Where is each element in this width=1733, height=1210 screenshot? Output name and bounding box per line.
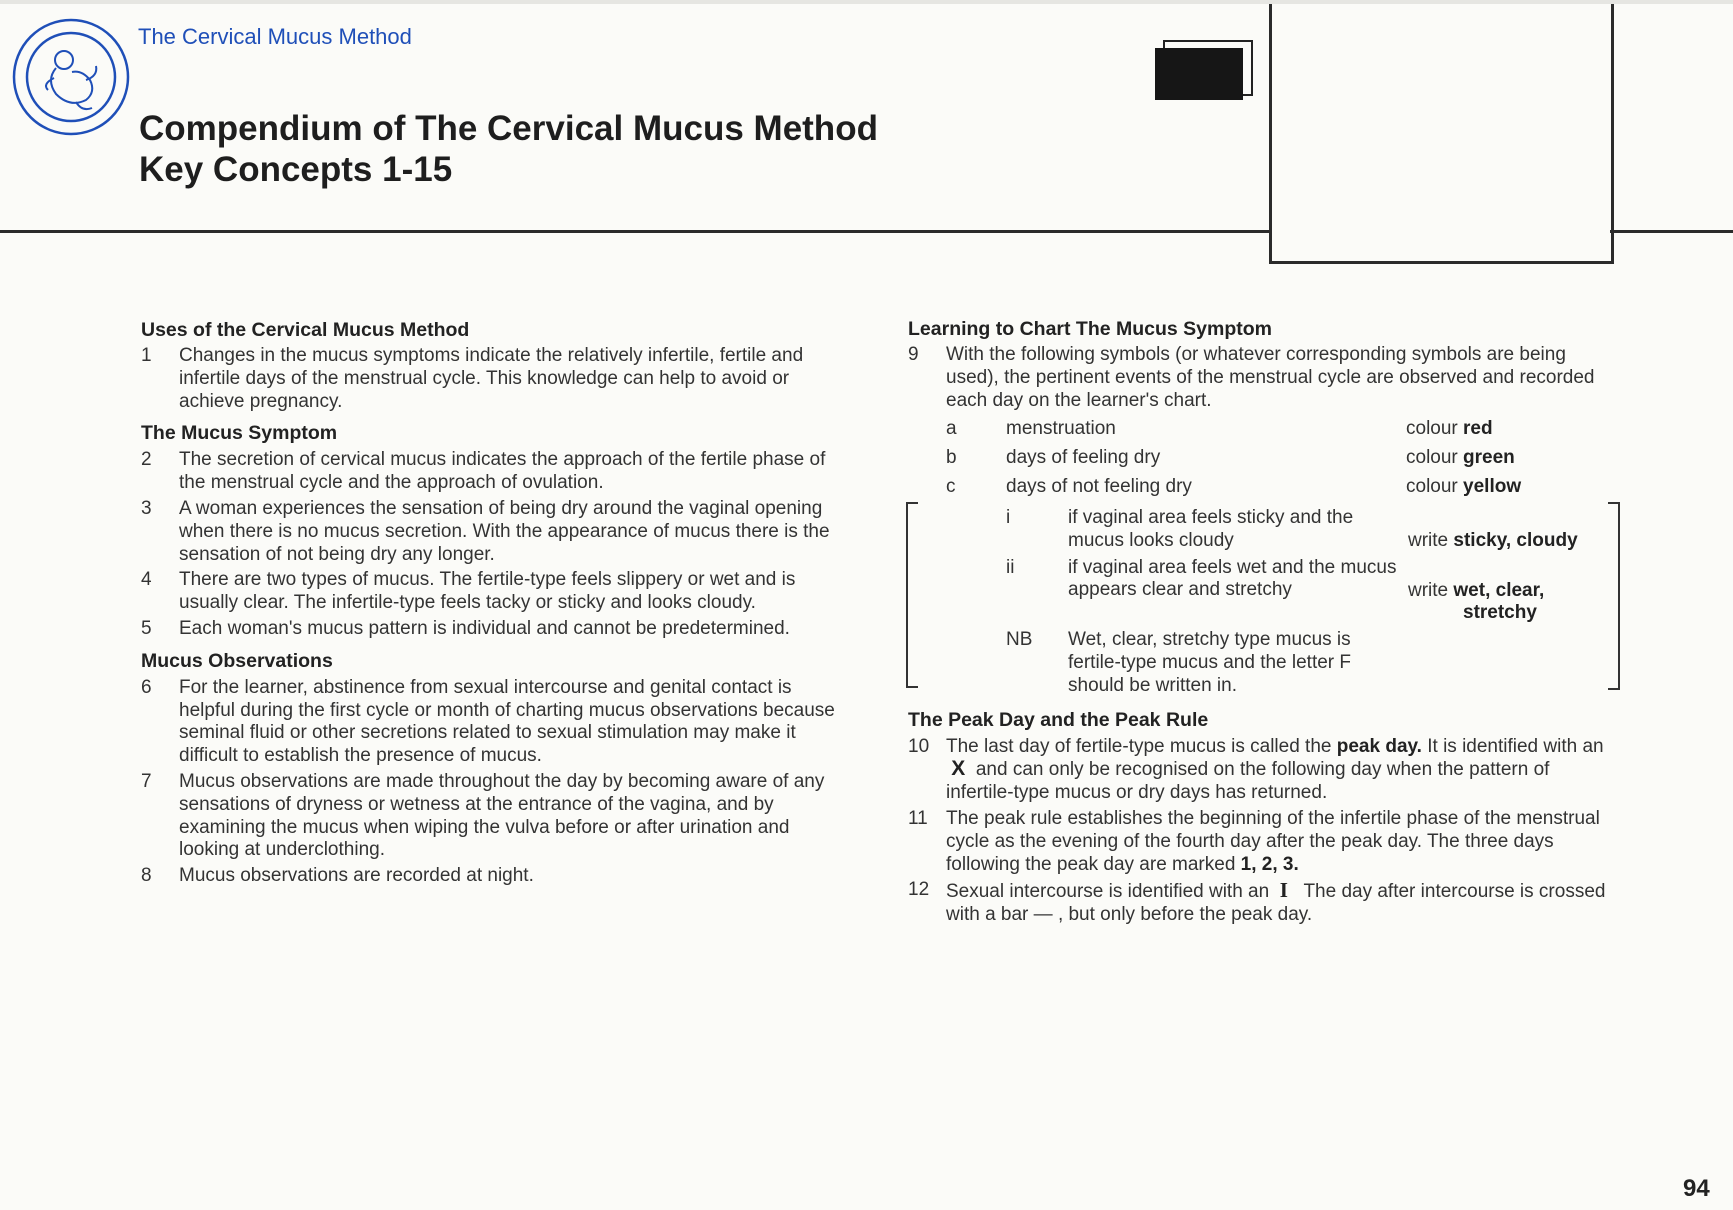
- item-number: 12: [908, 879, 930, 901]
- bracket-right: [1608, 502, 1620, 690]
- symbol-desc: days of feeling dry: [1006, 447, 1161, 469]
- section-heading-peak: The Peak Day and the Peak Rule: [908, 708, 1209, 731]
- section-heading-uses: Uses of the Cervical Mucus Method: [141, 319, 470, 341]
- tab-fill: [1155, 48, 1243, 100]
- item-number: 5: [141, 617, 152, 639]
- symbol-desc: days of not feeling dry: [1006, 475, 1192, 497]
- symbol-row-c: [908, 476, 1608, 499]
- item-text: With the following symbols (or whatever corresponding symbols are being used), the pertinent events of the menstrual cycle are observed and recorded each day on the learner's chart.: [946, 344, 1595, 411]
- item-number: 1: [141, 345, 152, 366]
- baby-logo-icon: [12, 18, 130, 136]
- page-number: 94: [1683, 1175, 1710, 1202]
- item-text: The peak rule establishes the beginning of the infertile phase of the menstrual cycle as the evening of the fourth day after the peak day. The three days following the peak day are marked 1, 2, 3.: [946, 807, 1600, 875]
- list-item: [141, 449, 841, 495]
- section-heading-charting: Learning to Chart The Mucus Symptom: [908, 318, 1273, 340]
- list-item: [141, 865, 841, 888]
- item-text: The last day of fertile-type mucus is called the peak day. It is identified with an X and can only be recognised on the following day when the pattern of infertile-type mucus or dry days has returned.: [946, 735, 1604, 804]
- symbol-row-nb: [908, 629, 1608, 697]
- list-item: [141, 771, 841, 862]
- symbol-desc: Wet, clear, stretchy type mucus is fertile-type mucus and the letter F should be written in.: [1068, 629, 1352, 696]
- symbol-key: ii: [1006, 556, 1015, 578]
- item-text: The secretion of cervical mucus indicates the approach of the fertile phase of the menstrual cycle and the approach of ovulation.: [179, 449, 826, 494]
- item-text: Mucus observations are recorded at night.: [179, 865, 534, 887]
- item-number: 3: [141, 497, 152, 519]
- symbol-row-i: [908, 507, 1608, 553]
- list-item: [908, 879, 1608, 927]
- symbol-row-ii: [908, 557, 1608, 626]
- section-heading-observations: Mucus Observations: [141, 649, 333, 672]
- symbol-code: write sticky, cloudy: [1408, 529, 1578, 551]
- list-item: [908, 808, 1608, 876]
- bar-symbol: —: [1033, 904, 1053, 926]
- item-number: 11: [908, 807, 928, 829]
- item-number: 8: [141, 865, 152, 887]
- symbol-code: colour yellow: [1406, 475, 1522, 497]
- peak-x-symbol: X: [951, 757, 966, 781]
- intercourse-symbol: I: [1279, 878, 1288, 903]
- item-text: Changes in the mucus symptoms indicate the relatively infertile, fertile and infertile days of the menstrual cycle. This knowledge can help to avoid or achieve pregnancy.: [179, 345, 804, 412]
- title-line-2: Key Concepts 1-15: [139, 150, 453, 189]
- symbol-code: write wet, clear, stretchy: [1408, 579, 1545, 624]
- item-text: A woman experiences the sensation of being dry around the vaginal opening when there is no mucus secretion. With the appearance of mucus there is the sensation of not being dry any longer.: [179, 497, 830, 565]
- list-item: [141, 677, 841, 768]
- item-text: Each woman's mucus pattern is individual and cannot be predetermined.: [179, 617, 790, 639]
- item-number: 9: [908, 344, 919, 365]
- symbol-row-b: [908, 447, 1608, 470]
- symbol-key: b: [946, 447, 957, 469]
- list-item: [908, 736, 1608, 805]
- bracket-left: [906, 502, 918, 688]
- item-text: For the learner, abstinence from sexual intercourse and genital contact is helpful during the first cycle or month of charting mucus observations because seminal fluid or other secretions related to sexual stimulation may make it difficult to establish the presence of mucus.: [179, 676, 835, 767]
- item-number: 10: [908, 735, 930, 757]
- header-rule-right: [1610, 230, 1733, 233]
- item-number: 4: [141, 569, 152, 591]
- list-item: [141, 498, 841, 566]
- item-number: 6: [141, 676, 152, 698]
- header-box: [1269, 4, 1614, 264]
- item-text: Mucus observations are made throughout the day by becoming aware of any sensations of dryness or wetness at the entrance of the vagina, and by examining the mucus when wiping the vulva before or after urination and looking at underclothing.: [179, 770, 825, 861]
- symbol-code: colour red: [1406, 418, 1493, 440]
- symbol-key: NB: [1006, 629, 1033, 651]
- symbol-desc: menstruation: [1006, 418, 1116, 440]
- symbol-key: c: [946, 475, 956, 497]
- symbol-desc: if vaginal area feels sticky and the mucus looks cloudy: [1068, 506, 1354, 551]
- series-title: The Cervical Mucus Method: [138, 24, 412, 49]
- header-rule: [0, 230, 1270, 233]
- symbol-code: colour green: [1406, 447, 1515, 469]
- section-tab-marker: [1155, 40, 1253, 100]
- item-number: 7: [141, 770, 152, 792]
- item-text: There are two types of mucus. The fertile-type feels slippery or wet and is usually clear. The infertile-type feels tacky or sticky and looks cloudy.: [179, 569, 796, 614]
- item-number: 2: [141, 449, 152, 471]
- symbol-desc: if vaginal area feels wet and the mucus appears clear and stretchy: [1068, 556, 1397, 601]
- symbol-row-a: [908, 418, 1608, 441]
- title-line-1: Compendium of The Cervical Mucus Method: [139, 109, 878, 148]
- section-heading-mucus-symptom: The Mucus Symptom: [141, 422, 338, 445]
- left-column: [141, 318, 841, 888]
- symbol-key: a: [946, 418, 957, 440]
- list-item: [141, 618, 841, 641]
- page-title: [139, 108, 878, 190]
- item-text: Sexual intercourse is identified with an I The day after intercourse is crossed with a bar — , but only before the peak day.: [946, 878, 1606, 926]
- list-item: [141, 569, 841, 615]
- right-column: [908, 317, 1608, 927]
- list-item: [908, 344, 1608, 412]
- symbol-key: i: [1006, 506, 1011, 528]
- list-item: [141, 345, 841, 413]
